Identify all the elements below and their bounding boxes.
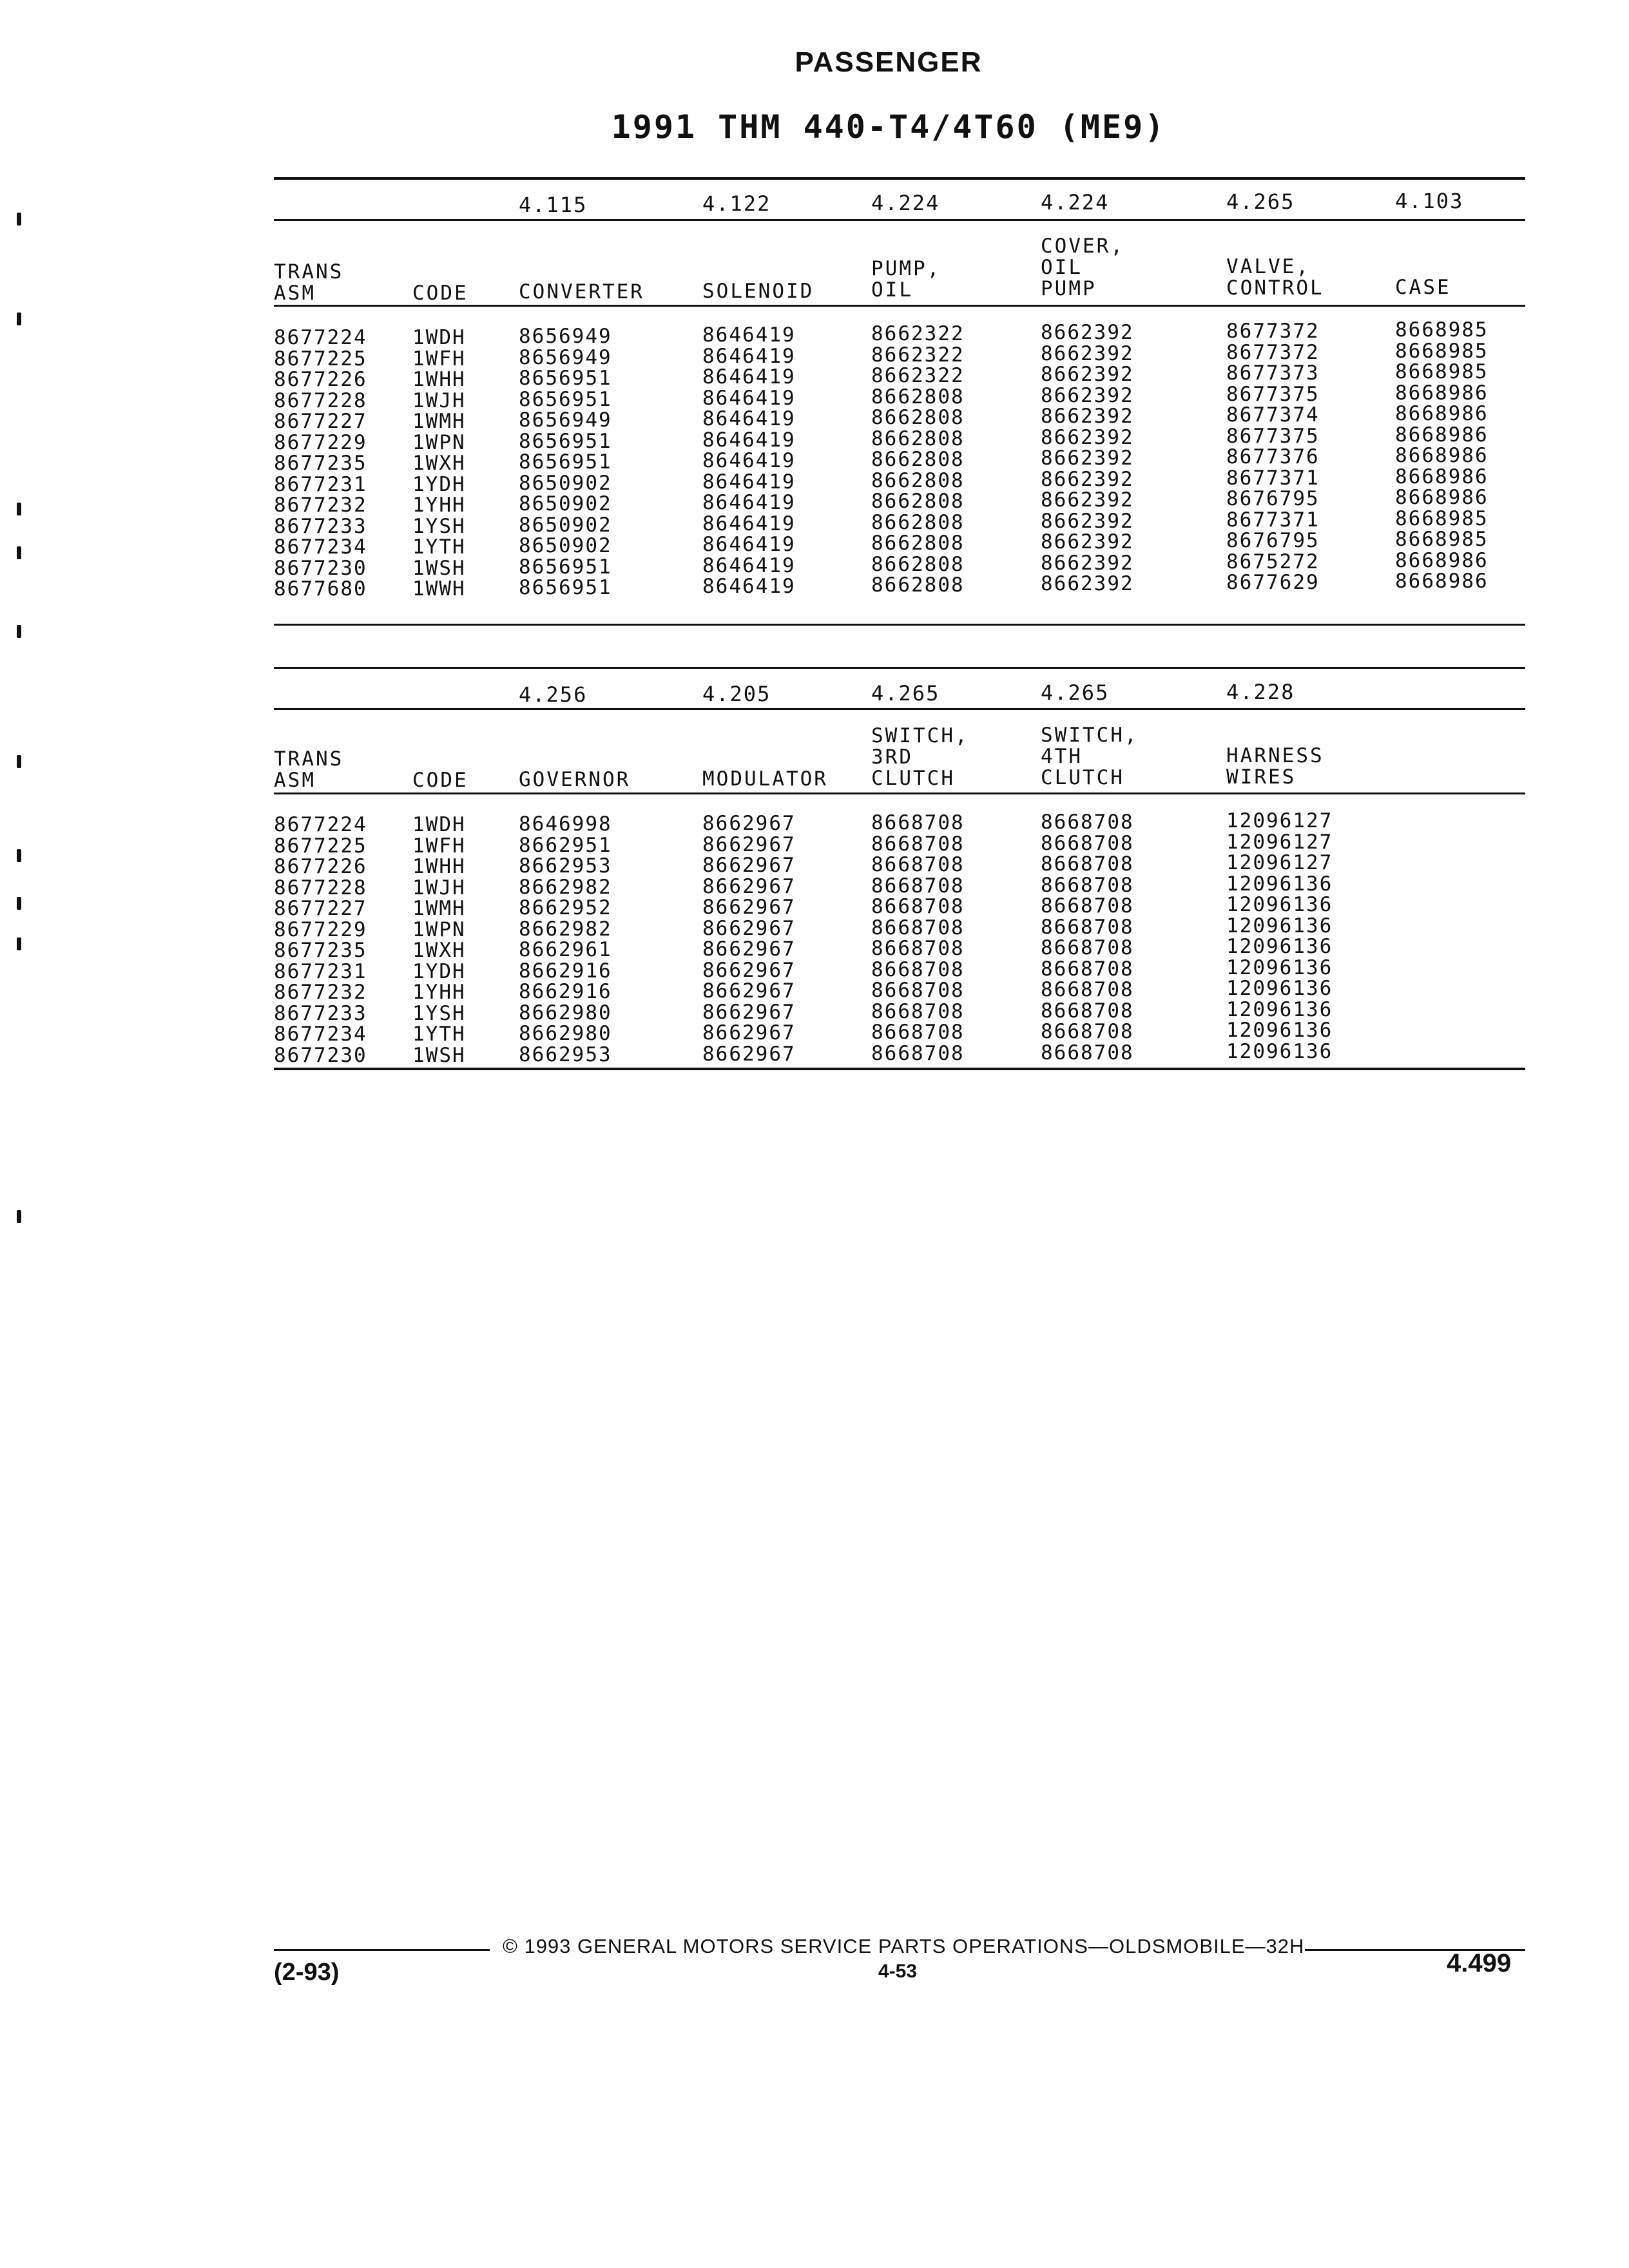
table-cell: 8646419 — [702, 533, 796, 556]
table-cell: 8662392 — [1041, 467, 1134, 491]
table-cell: 8662916 — [519, 980, 612, 1003]
table-cell: 8677629 — [1226, 571, 1320, 594]
table-cell: 1WPN — [412, 430, 466, 454]
table-cell: 8662808 — [871, 406, 965, 429]
table-cell: 8668986 — [1395, 444, 1489, 467]
table-cell: 8677373 — [1226, 361, 1320, 385]
col-harness-wires: HARNESS WIRES — [1226, 744, 1324, 789]
ref-switch-4th-clutch: 4.265 — [1041, 680, 1110, 705]
table-cell: 8656951 — [519, 429, 612, 453]
table-cell: 8668708 — [1041, 1020, 1134, 1043]
table-cell: 8662322 — [871, 343, 965, 367]
table-cell: 8677372 — [1226, 320, 1320, 343]
table-cell: 8662967 — [702, 1000, 796, 1024]
table-cell: 8650902 — [519, 471, 612, 495]
ref-case: 4.103 — [1395, 189, 1464, 213]
table-cell: 8656949 — [519, 325, 612, 348]
table-cell: 8677226 — [274, 855, 367, 878]
table-cell: 8668708 — [1041, 957, 1134, 981]
table-cell: 8646419 — [702, 344, 796, 368]
table-cell: 1YSH — [412, 514, 466, 538]
table-cell: 8646998 — [519, 812, 612, 836]
table-cell: 8662392 — [1041, 447, 1134, 470]
table-cell: 8668708 — [1041, 852, 1134, 876]
table-cell: 8646419 — [702, 575, 796, 598]
margin-mark — [17, 1210, 21, 1223]
table-cell: 12096136 — [1226, 1019, 1333, 1042]
col-cover-oil-pump: COVER, OIL PUMP — [1041, 235, 1124, 300]
col-switch-4th-clutch: SWITCH, 4TH CLUTCH — [1041, 724, 1139, 789]
table-cell: 12096136 — [1226, 893, 1333, 916]
table-cell: 1WJH — [412, 876, 466, 899]
table-cell: 8668708 — [871, 957, 965, 981]
table-cell: 1YTH — [412, 1023, 466, 1046]
table-cell: 8662392 — [1041, 363, 1134, 386]
table-cell: 8662808 — [871, 427, 965, 450]
col-trans-asm: TRANS ASM — [274, 747, 344, 792]
table-cell: 8668708 — [1041, 831, 1134, 855]
table1-col-converter — [519, 326, 612, 599]
table-cell: 8668708 — [1041, 1041, 1134, 1064]
ref-valve-control: 4.265 — [1226, 189, 1295, 214]
table-cell: 1WWH — [412, 577, 466, 601]
table-cell: 8677229 — [274, 430, 367, 454]
table-cell: 8668708 — [1041, 894, 1134, 918]
table-cell: 8662808 — [871, 490, 965, 513]
table-cell: 8668708 — [1041, 936, 1134, 959]
table-cell: 8662808 — [871, 573, 965, 597]
table-cell: 8668708 — [871, 999, 965, 1023]
page-category: PASSENGER — [795, 46, 983, 78]
table-cell: 8668708 — [871, 895, 965, 918]
table-cell: 12096136 — [1226, 977, 1333, 1000]
margin-mark — [17, 625, 21, 638]
table-cell: 8677232 — [274, 494, 367, 517]
table-cell: 1WJH — [412, 389, 466, 412]
table2-col-switch-4th-clutch — [1041, 812, 1134, 1063]
table-cell: 8662967 — [702, 832, 796, 856]
table-cell: 1WXH — [412, 452, 466, 475]
table-cell: 1WHH — [412, 368, 466, 391]
table-cell: 8677227 — [274, 897, 367, 920]
table-cell: 8646419 — [702, 407, 796, 430]
table-cell: 1YHH — [412, 981, 466, 1004]
margin-mark — [17, 546, 21, 559]
table-cell: 8677375 — [1226, 424, 1320, 448]
table-cell: 8677372 — [1226, 340, 1320, 364]
table-cell: 8662808 — [871, 468, 965, 492]
table1-col-valve-control — [1226, 321, 1320, 593]
table-cell: 8662392 — [1041, 572, 1134, 595]
col-pump-oil: PUMP, OIL — [871, 257, 941, 302]
table-cell: 12096136 — [1226, 1039, 1333, 1063]
table-cell: 8677233 — [274, 514, 367, 538]
table-cell: 8677231 — [274, 959, 367, 983]
table-cell: 8656951 — [519, 367, 612, 390]
col-governor: GOVERNOR — [519, 768, 631, 791]
table-cell: 1YHH — [412, 494, 466, 517]
table-cell: 8662967 — [702, 1021, 796, 1044]
table1-ref-rule — [274, 219, 1525, 221]
margin-mark — [17, 849, 21, 862]
ref-solenoid: 4.122 — [702, 191, 771, 216]
table-cell: 8668986 — [1395, 402, 1489, 425]
table1-header-rule — [274, 305, 1525, 307]
table-cell: 8662967 — [702, 812, 796, 835]
col-case: CASE — [1395, 276, 1451, 299]
table-cell: 8650902 — [519, 492, 612, 515]
page-title: 1991 THM 440-T4/4T60 (ME9) — [611, 108, 1166, 146]
table-cell: 8668708 — [1041, 873, 1134, 897]
table-cell: 8662967 — [702, 1042, 796, 1066]
table1-col-code — [412, 327, 466, 600]
table-cell: 8656951 — [519, 555, 612, 579]
table-cell: 8656949 — [519, 408, 612, 432]
table-cell: 1WDH — [412, 326, 466, 349]
table-cell: 8662916 — [519, 959, 612, 983]
table-cell: 8677228 — [274, 389, 367, 412]
table-cell: 8662392 — [1041, 551, 1134, 575]
table-cell: 8650902 — [519, 513, 612, 537]
table-cell: 1WPN — [412, 918, 466, 941]
table-cell: 8662808 — [871, 385, 965, 408]
table-cell: 8677227 — [274, 410, 367, 433]
table-cell: 8662982 — [519, 875, 612, 899]
table-cell: 8662967 — [702, 874, 796, 898]
table-cell: 8646419 — [702, 553, 796, 577]
table-cell: 8677680 — [274, 577, 367, 601]
table2-bottom-rule — [274, 1068, 1525, 1070]
footer-copyright: © 1993 GENERAL MOTORS SERVICE PARTS OPERATIONS—OLDSMOBILE—32H — [503, 1935, 1305, 1957]
table-cell: 8662980 — [519, 1001, 612, 1024]
table-cell: 8668708 — [871, 853, 965, 876]
table-cell: 8677228 — [274, 876, 367, 899]
table-cell: 8668708 — [1041, 999, 1134, 1023]
table-cell: 8662808 — [871, 532, 965, 555]
table2-top-rule — [274, 667, 1525, 669]
table-cell: 8677224 — [274, 813, 367, 836]
table-cell: 8668708 — [871, 811, 965, 834]
table-cell: 8677376 — [1226, 445, 1320, 468]
table-cell: 8668708 — [1041, 978, 1134, 1001]
table-cell: 8662967 — [702, 896, 796, 919]
table-cell: 8677371 — [1226, 508, 1320, 532]
table2-col-governor — [519, 814, 612, 1065]
margin-mark — [17, 213, 21, 226]
footer-page-number: 4.499 — [1447, 1949, 1512, 1977]
table-cell: 8646419 — [702, 386, 796, 410]
table-cell: 8677225 — [274, 834, 367, 858]
table-cell: 1YDH — [412, 959, 466, 983]
table-cell: 1WHH — [412, 855, 466, 878]
table-cell: 8668986 — [1395, 381, 1489, 405]
table2-header-rule — [274, 793, 1525, 794]
table-cell: 8668708 — [871, 916, 965, 939]
table-cell: 8656951 — [519, 450, 612, 474]
table-cell: 12096127 — [1226, 851, 1333, 874]
margin-mark — [17, 897, 21, 910]
table1-top-rule — [274, 177, 1525, 180]
table2-col-code — [412, 814, 466, 1066]
table-cell: 8650902 — [519, 534, 612, 557]
table-cell: 8677232 — [274, 981, 367, 1004]
table-cell: 12096136 — [1226, 956, 1333, 979]
table-cell: 1YDH — [412, 472, 466, 496]
table-cell: 8662392 — [1041, 530, 1134, 553]
table-cell: 8662952 — [519, 896, 612, 919]
table-cell: 8668985 — [1395, 318, 1489, 341]
table-cell: 8677224 — [274, 326, 367, 349]
table-cell: 1WSH — [412, 1043, 466, 1067]
table-cell: 1WXH — [412, 939, 466, 962]
table-cell: 12096127 — [1226, 809, 1333, 832]
margin-mark — [17, 755, 21, 768]
table-cell: 8668708 — [871, 979, 965, 1002]
table-cell: 8662967 — [702, 979, 796, 1003]
table-cell: 8656951 — [519, 576, 612, 599]
table-cell: 8662953 — [519, 854, 612, 878]
table-cell: 8646419 — [702, 512, 796, 535]
table1-bottom-rule — [274, 624, 1525, 626]
ref-modulator: 4.205 — [702, 682, 771, 706]
table-cell: 12096127 — [1226, 830, 1333, 854]
col-valve-control: VALVE, CONTROL — [1226, 255, 1324, 300]
table-cell: 1WMH — [412, 897, 466, 920]
table-cell: 8677375 — [1226, 382, 1320, 406]
table-cell: 8677233 — [274, 1001, 367, 1025]
table-cell: 8677234 — [274, 535, 367, 559]
table-cell: 8662322 — [871, 322, 965, 345]
table-cell: 8668708 — [1041, 811, 1134, 834]
table-cell: 8646419 — [702, 428, 796, 452]
table-cell: 8668985 — [1395, 360, 1489, 383]
table-cell: 8662982 — [519, 917, 612, 941]
ref-pump-oil: 4.224 — [871, 191, 940, 215]
table-cell: 8668986 — [1395, 465, 1489, 488]
table2-col-harness-wires — [1226, 811, 1333, 1062]
table-cell: 8646419 — [702, 365, 796, 389]
table-cell: 8662392 — [1041, 341, 1134, 365]
table1-col-pump-oil — [871, 323, 965, 596]
table-cell: 8662961 — [519, 938, 612, 961]
table-cell: 1YTH — [412, 535, 466, 559]
ref-governor: 4.256 — [519, 682, 588, 707]
table-cell: 8668708 — [871, 1021, 965, 1044]
table-cell: 8662322 — [871, 364, 965, 387]
table-cell: 8662392 — [1041, 425, 1134, 449]
table1-col-solenoid — [702, 325, 796, 597]
table-cell: 8668986 — [1395, 548, 1489, 572]
table-cell: 8646419 — [702, 323, 796, 347]
ref-switch-3rd-clutch: 4.265 — [871, 681, 940, 706]
col-modulator: MODULATOR — [702, 767, 828, 791]
table-cell: 8668986 — [1395, 570, 1489, 593]
table2-col-trans-asm — [274, 814, 367, 1066]
col-trans-asm: TRANS ASM — [274, 260, 344, 305]
table-cell: 8662967 — [702, 854, 796, 877]
table-cell: 12096136 — [1226, 872, 1333, 896]
footer-page-center: 4-53 — [878, 1961, 918, 1982]
table-cell: 8677235 — [274, 452, 367, 475]
table-cell: 8662967 — [702, 937, 796, 961]
table-cell: 8668986 — [1395, 486, 1489, 509]
table-cell: 1WMH — [412, 410, 466, 433]
ref-converter: 4.115 — [519, 193, 588, 217]
table-cell: 8662392 — [1041, 383, 1134, 407]
table-cell: 8662392 — [1041, 405, 1134, 428]
table-cell: 8677230 — [274, 1043, 367, 1067]
table-cell: 12096136 — [1226, 997, 1333, 1021]
table2-col-modulator — [702, 813, 796, 1064]
table-cell: 8662953 — [519, 1043, 612, 1066]
table-cell: 8668985 — [1395, 528, 1489, 551]
table-cell: 8668708 — [871, 874, 965, 898]
table-cell: 12096136 — [1226, 914, 1333, 937]
table-cell: 8677234 — [274, 1023, 367, 1046]
table2-col-switch-3rd-clutch — [871, 812, 965, 1064]
table-cell: 8677229 — [274, 918, 367, 941]
table1-col-cover-oil-pump — [1041, 322, 1134, 595]
table-cell: 8646419 — [702, 449, 796, 472]
footer-date: (2-93) — [274, 1959, 340, 1986]
table-cell: 1WSH — [412, 556, 466, 580]
ref-harness-wires: 4.228 — [1226, 680, 1295, 704]
ref-cover-oil-pump: 4.224 — [1041, 190, 1110, 215]
table-cell: 8677371 — [1226, 466, 1320, 490]
table-cell: 8662392 — [1041, 321, 1134, 344]
table-cell: 8662808 — [871, 510, 965, 534]
table-cell: 8662951 — [519, 833, 612, 857]
col-switch-3rd-clutch: SWITCH, 3RD CLUTCH — [871, 724, 969, 790]
table2-ref-rule — [274, 708, 1525, 710]
table-cell: 8656951 — [519, 387, 612, 411]
table-cell: 8676795 — [1226, 529, 1320, 552]
table-cell: 8662967 — [702, 958, 796, 982]
table1-col-trans-asm — [274, 327, 367, 600]
table-cell: 8646419 — [702, 491, 796, 514]
col-converter: CONVERTER — [519, 280, 644, 303]
table-cell: 8668708 — [871, 832, 965, 856]
table-cell: 8668985 — [1395, 339, 1489, 363]
table-cell: 8676795 — [1226, 487, 1320, 510]
table-cell: 8668708 — [871, 937, 965, 960]
margin-mark — [17, 312, 21, 325]
col-solenoid: SOLENOID — [702, 280, 815, 303]
table-cell: 8668708 — [1041, 915, 1134, 939]
table-cell: 8677225 — [274, 347, 367, 370]
table-cell: 8677235 — [274, 939, 367, 962]
table-cell: 8675272 — [1226, 550, 1320, 573]
table-cell: 8662967 — [702, 916, 796, 940]
col-code: CODE — [412, 282, 468, 305]
table-cell: 8662980 — [519, 1022, 612, 1045]
table-cell: 8662808 — [871, 552, 965, 576]
table-cell: 12096136 — [1226, 935, 1333, 958]
table-cell: 8646419 — [702, 470, 796, 494]
table-cell: 1WFH — [412, 834, 466, 858]
margin-mark — [17, 503, 21, 515]
table-cell: 8677231 — [274, 472, 367, 496]
footer-rule-left — [274, 1949, 490, 1951]
table-cell: 1YSH — [412, 1001, 466, 1025]
table1-col-case — [1395, 320, 1489, 592]
table-cell: 8668985 — [1395, 506, 1489, 530]
table-cell: 8662808 — [871, 448, 965, 471]
table-cell: 8662392 — [1041, 488, 1134, 512]
margin-mark — [17, 937, 21, 950]
table-cell: 1WDH — [412, 813, 466, 836]
table-cell: 8677374 — [1226, 403, 1320, 427]
col-code: CODE — [412, 769, 468, 792]
table-cell: 8662392 — [1041, 509, 1134, 533]
table-cell: 8677226 — [274, 368, 367, 391]
table-cell: 1WFH — [412, 347, 466, 370]
table-cell: 8668708 — [871, 1041, 965, 1065]
table-cell: 8668986 — [1395, 423, 1489, 447]
table-cell: 8656949 — [519, 345, 612, 369]
table-cell: 8677230 — [274, 556, 367, 580]
